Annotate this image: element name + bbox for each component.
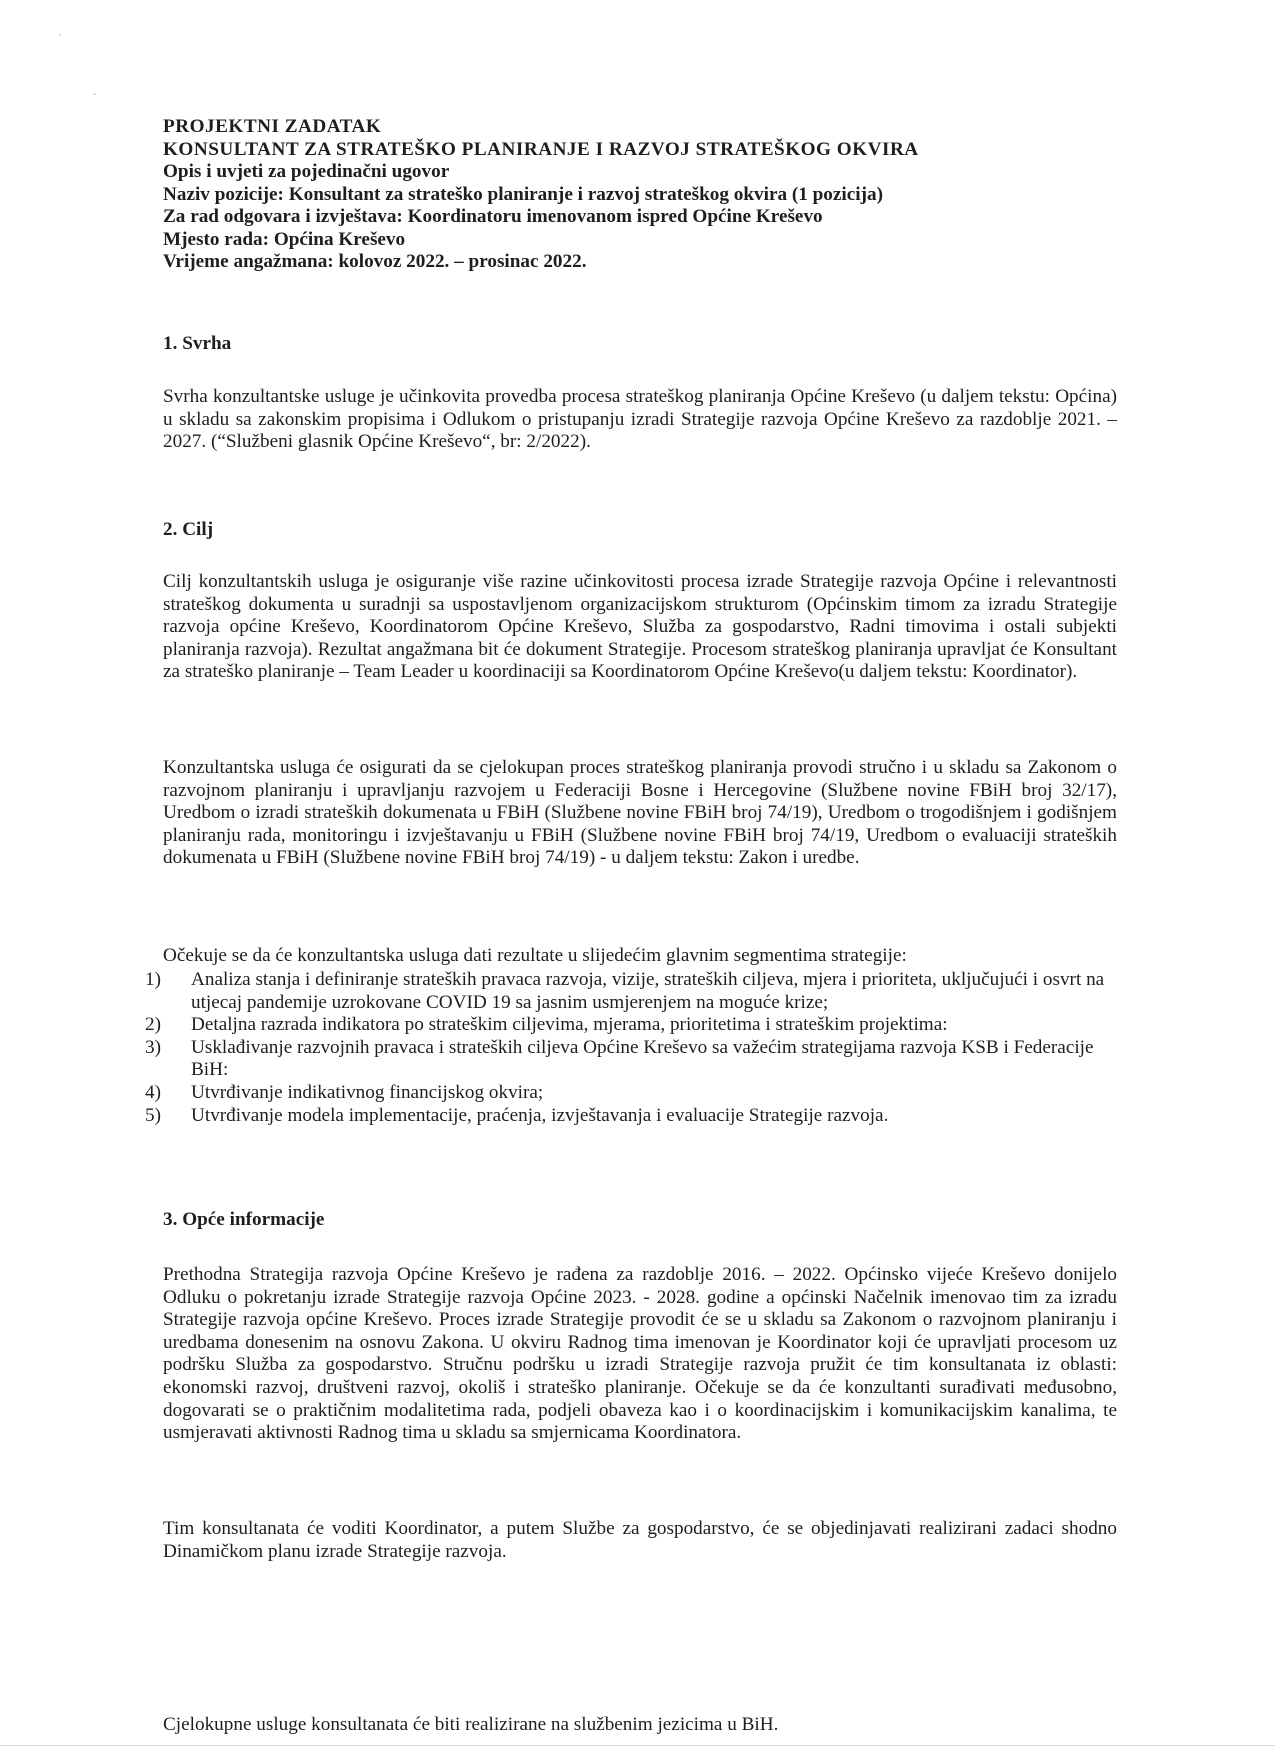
list-item: 5) Utvrđivanje modela implementacije, praćenja, izvještavanja i evaluacije Strategije razvoja. — [145, 1104, 889, 1126]
list-item: 1) Analiza stanja i definiranje strateških pravaca razvoja, vizije, strateških ciljeva, mjera i prioriteta, uključujući i osvrt na utjecaj pandemije uzrokovane COVID 19 sa jasnim usmjerenjem na moguće krize; — [145, 969, 1105, 1013]
list-item: 2) Detaljna razrada indikatora po strateškim ciljevima, mjerama, prioritetima i strateškim projektima: — [145, 1014, 948, 1036]
scan-speck: ˙ — [58, 31, 62, 45]
paragraph-svrha: Svrha konzultantske usluge je učinkovita provedba procesa strateškog planiranja Općine Kreševo (u daljem tekstu: Općina) u skladu sa zakonskim propisima i Odlukom o pristupanju izradi Strategije razvoja Općine Kreševo za razdoblje 2021. – 2027. (“Službeni glasnik Općine Kreševo“, br: 2/2022). — [163, 386, 1117, 453]
paragraph-legal-framework: Konzultantska usluga će osigurati da se cjelokupan proces strateškog planiranja provodi stručno i u skladu sa Zakonom o razvojnom planiranju i upravljanju razvojem u Federaciji Bosne i Hercegovine (Službene novine FBiH broj 32/17), Uredbom o izradi strateških dokumenata u FBiH (Službene novine FBiH broj 74/19), Uredbom o trogodišnjem i godišnjem planiranju rada, monitoringu i izvještavanju u FBiH (Službene novine FBiH broj 74/19, Uredbom o evaluaciji strateških dokumenata u FBiH (Službene novine FBiH broj 74/19) - u daljem tekstu: Zakon i uredbe. — [163, 757, 1117, 869]
page-bottom-rule — [0, 1745, 1275, 1746]
paragraph-consultant-team: Tim konsultanata će voditi Koordinator, a putem Službe za gospodarstvo, će se objedinjavati realizirani zadaci shodno Dinamičkom planu izrade Strategije razvoja. — [163, 1518, 1117, 1562]
position-name: Naziv pozicije: Konsultant za strateško planiranje i razvoj strateškog okvira (1 pozicija) — [163, 183, 883, 205]
paragraph-cilj: Cilj konzultantskih usluga je osiguranje više razine učinkovitosti procesa izrade Strategije razvoja Općine i relevantnosti strateškog dokumenta u suradnji sa uspostavljenom organizacijskom strukturom (Općinskim timom za izradu Strategije razvoja općine Kreševo, Koordinatorom Općine Kreševo, Služba za gospodarstvo, Radni timovima i ostali subjekti planiranja razvoja). Rezultat angažmana bit će dokument Strategije. Procesom strateškog planiranja upravljat će Konsultant za strateško planiranje – Team Leader u koordinaciji sa Koordinatorom Općine Kreševo(u daljem tekstu: Koordinator). — [163, 571, 1117, 683]
document-title: PROJEKTNI ZADATAK — [163, 116, 382, 137]
reporting-line: Za rad odgovara i izvještava: Koordinatoru imenovanom ispred Općine Kreševo — [163, 206, 823, 227]
contract-description: Opis i uvjeti za pojedinačni ugovor — [163, 161, 450, 182]
list-item: 4) Utvrđivanje indikativnog financijskog okvira; — [145, 1081, 544, 1103]
expected-results-list — [145, 969, 1120, 1127]
expectations-intro: Očekuje se da će konzultantska usluga dati rezultate u slijedećim glavnim segmentima strategije: — [163, 945, 907, 966]
list-item: 3) Usklađivanje razvojnih pravaca i strateških ciljeva Općine Kreševo sa važećim strategijama razvoja KSB i Federacije BiH: — [145, 1036, 1094, 1081]
engagement-period: Vrijeme angažmana: kolovoz 2022. – prosinac 2022. — [163, 251, 587, 272]
document-subtitle: KONSULTANT ZA STRATEŠKO PLANIRANJE I RAZVOJ STRATEŠKOG OKVIRA — [163, 138, 919, 160]
paragraph-general-information: Prethodna Strategija razvoja Općine Kreševo je rađena za razdoblje 2016. – 2022. Općinsko vijeće Kreševo donijelo Odluku o pokretanju izrade Strategije razvoja Općine 2023. - 2028. godine a općinski Načelnik imenovao tim za izradu Strategije razvoja općine Kreševo. Proces izrade Strategije provodit će se u skladu sa Zakonom o razvojnom planiranju i uredbama donesenim na osnovu Zakona. U okviru Radnog tima imenovan je Koordinator koji će upravljati procesom uz podršku Služba za gospodarstvo. Stručnu podršku u izradi Strategije razvoja pružit će tim konsultanata iz oblasti: ekonomski razvoj, društveni razvoj, okoliš i strateško planiranje. Očekuje se da će konzultanti surađivati međusobno, dogovarati se o praktičnim modalitetima rada, podjeli obaveza kao i o koordinacijskim i komunikacijskim kanalima, te usmjeravati aktivnosti Radnog tima u skladu sa smjernicama Koordinatora. — [163, 1264, 1117, 1444]
section-heading-cilj: 2. Cilj — [163, 519, 214, 540]
scan-speck: · — [93, 87, 97, 101]
section-heading-svrha: 1. Svrha — [163, 333, 232, 354]
work-location: Mjesto rada: Općina Kreševo — [163, 228, 406, 250]
footer-note: Cjelokupne usluge konsultanata će biti realizirane na službenim jezicima u BiH. — [163, 1714, 779, 1735]
document-header — [163, 116, 1123, 274]
section-heading-opce-informacije: 3. Opće informacije — [163, 1209, 325, 1230]
